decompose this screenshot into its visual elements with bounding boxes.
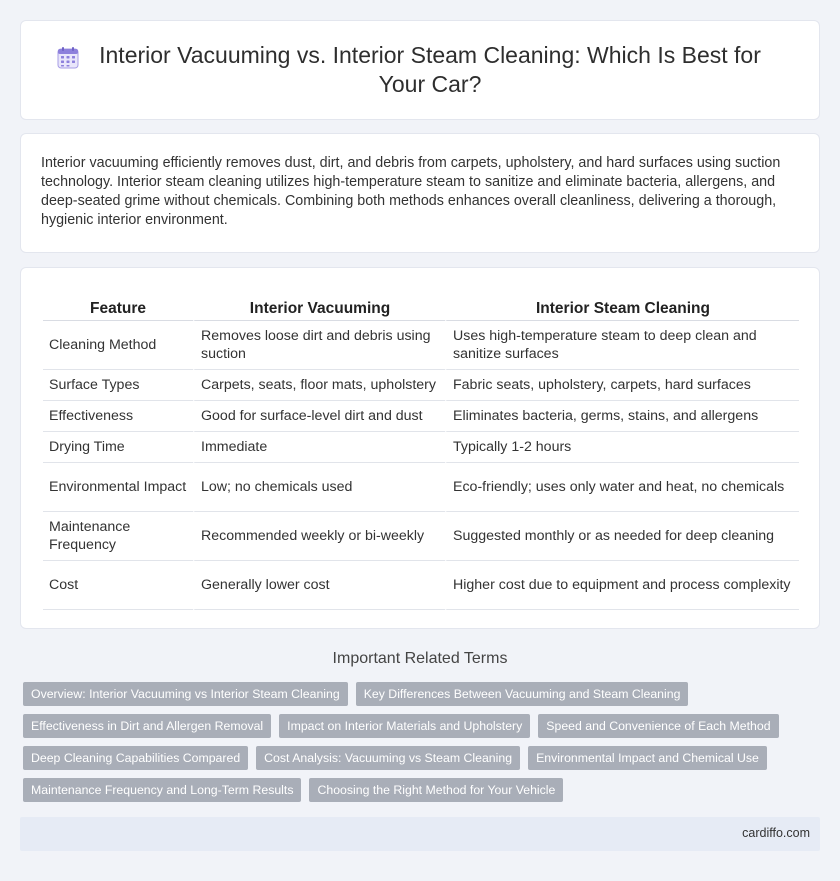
table-row [43,370,799,401]
intro-card [20,133,820,253]
related-term-tag[interactable]: Choosing the Right Method for Your Vehicle [309,778,563,802]
related-term-tag[interactable]: Speed and Convenience of Each Method [538,714,778,738]
table-header-row [43,296,799,321]
row-steam: Suggested monthly or as needed for deep cleaning [445,512,799,561]
row-vacuuming: Generally lower cost [193,561,445,610]
row-feature: Maintenance Frequency [43,512,193,561]
row-steam: Eliminates bacteria, germs, stains, and allergens [445,401,799,432]
row-steam: Eco-friendly; uses only water and heat, no chemicals [445,463,799,512]
table-row [43,512,799,561]
comparison-card [20,267,820,629]
title-card [20,20,820,120]
related-term-tag[interactable]: Impact on Interior Materials and Upholstery [279,714,530,738]
row-feature: Environmental Impact [43,463,193,512]
page-title: Interior Vacuuming vs. Interior Steam Cleaning: Which Is Best for Your Car? [99,42,761,97]
row-steam: Uses high-temperature steam to deep clean and sanitize surfaces [445,321,799,370]
table-row [43,561,799,610]
related-term-tag[interactable]: Environmental Impact and Chemical Use [528,746,767,770]
row-vacuuming: Low; no chemicals used [193,463,445,512]
row-steam: Typically 1-2 hours [445,432,799,463]
header-steam-cleaning: Interior Steam Cleaning [445,296,799,321]
row-feature: Cost [43,561,193,610]
related-terms-heading: Important Related Terms [332,650,508,667]
row-feature: Cleaning Method [43,321,193,370]
related-term-tag[interactable]: Effectiveness in Dirt and Allergen Removal [23,714,271,738]
table-row [43,463,799,512]
table-row [43,321,799,370]
row-vacuuming: Good for surface-level dirt and dust [193,401,445,432]
header-feature: Feature [43,296,193,321]
related-terms-list [23,682,823,810]
related-term-tag[interactable]: Maintenance Frequency and Long-Term Results [23,778,301,802]
row-feature: Drying Time [43,432,193,463]
comparison-table [43,296,799,610]
table-row [43,432,799,463]
row-steam: Fabric seats, upholstery, carpets, hard surfaces [445,370,799,401]
related-term-tag[interactable]: Deep Cleaning Capabilities Compared [23,746,248,770]
related-term-tag[interactable]: Overview: Interior Vacuuming vs Interior Steam Cleaning [23,682,348,706]
row-steam: Higher cost due to equipment and process complexity [445,561,799,610]
row-vacuuming: Immediate [193,432,445,463]
row-vacuuming: Removes loose dirt and debris using suction [193,321,445,370]
footer-site-link[interactable]: cardiffo.com [742,826,810,840]
table-row [43,401,799,432]
related-term-tag[interactable]: Key Differences Between Vacuuming and Steam Cleaning [356,682,689,706]
row-vacuuming: Recommended weekly or bi-weekly [193,512,445,561]
row-feature: Surface Types [43,370,193,401]
intro-paragraph: Interior vacuuming efficiently removes dust, dirt, and debris from carpets, upholstery, and hard surfaces using suction technology. Interior steam cleaning utilizes high-temperature steam to sanitize and eliminate bacteria, allergens, and deep-seated grime without chemicals. Combining both methods enhances overall cleanliness, delivering a thorough, hygienic interior environment. [41,155,781,228]
related-term-tag[interactable]: Cost Analysis: Vacuuming vs Steam Cleaning [256,746,520,770]
header-vacuuming: Interior Vacuuming [193,296,445,321]
row-feature: Effectiveness [43,401,193,432]
footer [20,817,820,851]
row-vacuuming: Carpets, seats, floor mats, upholstery [193,370,445,401]
